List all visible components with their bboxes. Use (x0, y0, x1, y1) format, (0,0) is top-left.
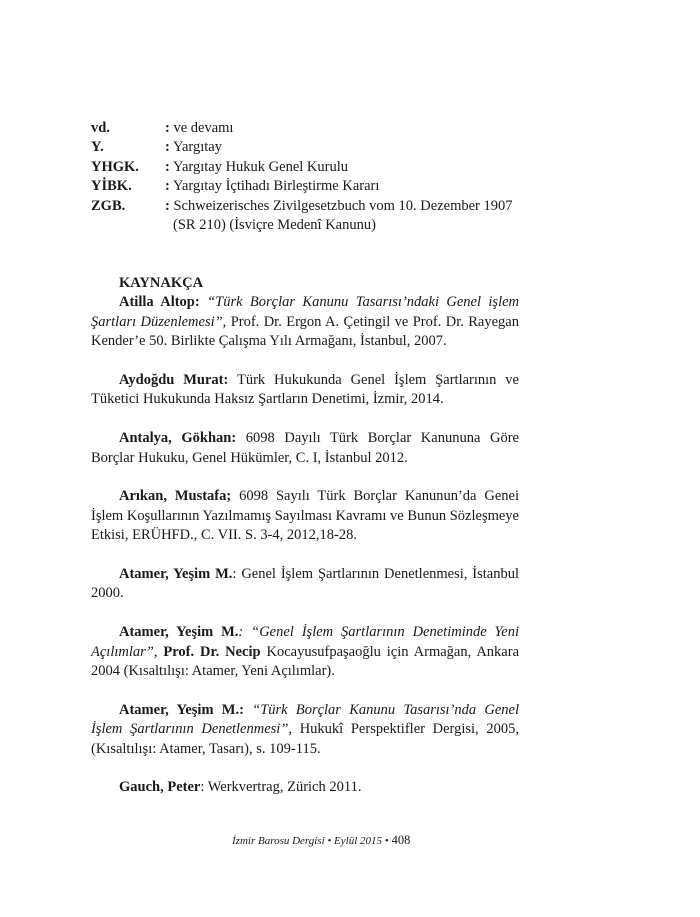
reference-details: : Genel İşlem Şartlarının Denetlenmesi, İstanbul 2000. (91, 566, 519, 602)
abbreviation-value (165, 119, 531, 138)
abbreviation-value (165, 197, 531, 236)
abbreviation-key: YİBK. (91, 178, 132, 195)
reference-author: Antalya, Gökhan: (119, 430, 237, 447)
reference-details: 6098 Sayılı Türk Borçlar Kanunun’da Genei İşlem Koşullarının Yazılmamış Sayılması Kavramı ve Bunun Sözleşmeye Etkisi, ERÜHFD., C. VII. S. 3-4, 2012,18-28. (91, 488, 519, 544)
abbreviations-list (91, 119, 531, 235)
abbreviation-text: Schweizerisches Zivilgesetzbuch vom 10. Dezember 1907 (173, 197, 513, 214)
reference-author: Atamer, Yeşim M. (119, 566, 233, 583)
reference-author: Aydoğdu Murat: (119, 372, 229, 389)
reference-details: Prof. Dr. Ergon A. Çetingil ve Prof. Dr. Rayegan Kender’e 50. Birlikte Çalışma Yılı Armağanı, İstanbul, 2007. (91, 313, 519, 350)
reference-entry (91, 623, 519, 681)
abbreviation-row (91, 119, 531, 138)
colon: : (165, 197, 170, 214)
reference-entry (91, 565, 519, 604)
reference-entry (91, 293, 519, 351)
reference-entry (91, 701, 519, 759)
reference-honoree: Prof. Dr. Necip (157, 643, 261, 660)
journal-info: İzmir Barosu Dergisi • Eylül 2015 • (232, 835, 389, 847)
abbreviation-row (91, 138, 531, 157)
colon: : (165, 120, 170, 136)
reference-title: : “Genel İşlem Şartlarının Denetiminde Yeni Açılımlar”, (91, 624, 520, 660)
reference-title: “Türk Borçlar Kanunu Tasarısı’nda Genel İşlem Şartlarının Denetlenmesi”, (91, 701, 519, 738)
abbreviation-row (91, 158, 531, 177)
reference-entry (91, 778, 519, 797)
abbreviation-value (165, 138, 531, 157)
reference-details: Kocayusufpaşaoğlu için Armağan, Ankara 2004 (Kısaltılışı: Atamer, Yeni Açılımlar). (91, 643, 520, 680)
abbreviation-text-continued: (SR 210) (İsviçre Medenî Kanunu) (173, 217, 376, 234)
reference-entry (91, 487, 519, 545)
abbreviation-row (91, 177, 531, 196)
reference-author: Arıkan, Mustafa; (119, 488, 232, 505)
abbreviation-text: Yargıtay Hukuk Genel Kurulu (172, 158, 348, 175)
colon: : (165, 139, 170, 156)
reference-author: Atamer, Yeşim M.: (119, 701, 244, 718)
abbreviation-row (91, 197, 531, 236)
reference-author: Gauch, Peter (119, 779, 201, 796)
page-number: 408 (391, 833, 411, 847)
abbreviation-key: ZGB. (91, 197, 126, 214)
reference-details: Hukukî Perspektifler Dergisi, 2005, (Kısaltılışı: Atamer, Tasarı), s. 109-115. (91, 721, 519, 757)
reference-entry (91, 429, 519, 468)
abbreviation-value (165, 158, 531, 177)
abbreviation-key: Y. (91, 139, 104, 156)
references-section (91, 274, 519, 817)
reference-details: : Werkvertrag, Zürich 2011. (200, 779, 362, 796)
abbreviation-text: Yargıtay İçtihadı Birleştirme Kararı (172, 178, 380, 195)
reference-title: “Türk Borçlar Kanunu Tasarısı’ndaki Genel işlem Şartları Düzenlemesi”, (91, 294, 520, 330)
reference-entry (91, 371, 519, 410)
abbreviation-value (165, 177, 531, 196)
page-footer (232, 833, 410, 848)
colon: : (165, 158, 170, 175)
reference-author: Atamer, Yeşim M. (119, 624, 239, 641)
abbreviation-text: Yargıtay (172, 139, 222, 156)
reference-details: Türk Hukukunda Genel İşlem Şartlarının ve Tüketici Hukukunda Haksız Şartların Denetimi, İzmir, 2014. (91, 372, 519, 408)
abbreviation-key: YHGK. (91, 158, 139, 175)
abbreviation-text: ve devamı (173, 120, 234, 136)
reference-author: Atilla Altop: (119, 294, 200, 311)
colon: : (165, 178, 170, 195)
abbreviation-key: vd. (91, 120, 110, 136)
reference-details: 6098 Dayılı Türk Borçlar Kanununa Göre Borçlar Hukuku, Genel Hükümler, C. I, İstanbul 2012. (91, 430, 519, 466)
references-title: KAYNAKÇA (119, 275, 204, 291)
